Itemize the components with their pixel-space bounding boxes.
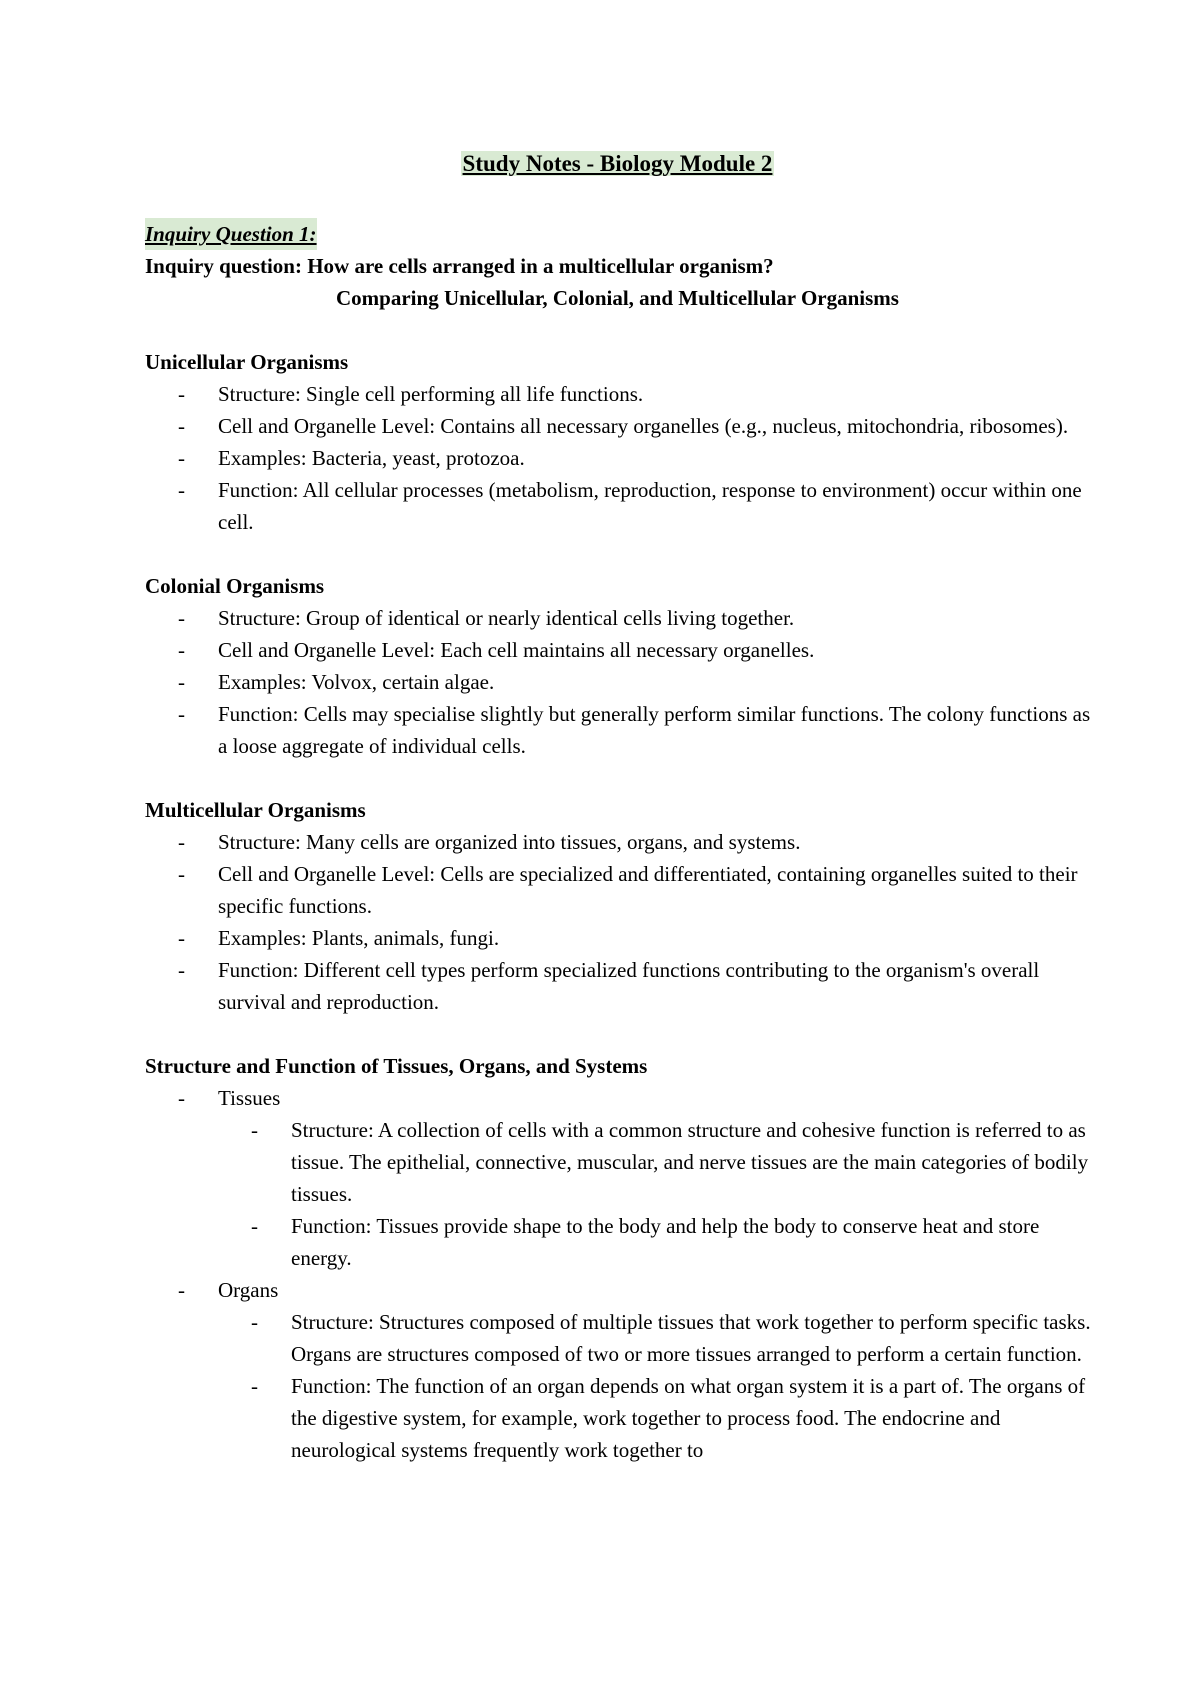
nested-bullet-list [218, 1114, 1100, 1274]
multicellular-section [145, 794, 1100, 1018]
dash-marker: - [178, 382, 185, 406]
dash-marker: - [178, 862, 185, 886]
section-heading: Unicellular Organisms [145, 350, 349, 374]
list-item [178, 698, 1100, 762]
list-item-text: Function: Tissues provide shape to the body and help the body to conserve heat and store energy. [291, 1214, 1040, 1270]
page-title: Study Notes - Biology Module 2 [462, 151, 773, 176]
list-item [178, 922, 1100, 954]
list-item-text: Function: All cellular processes (metabolism, reproduction, response to environment) occur within one cell. [218, 478, 1082, 534]
dash-marker: - [178, 446, 185, 470]
dash-marker: - [178, 702, 185, 726]
list-item-text: Examples: Bacteria, yeast, protozoa. [218, 446, 525, 470]
list-item-text: Structure: Structures composed of multiple tissues that work together to perform specific tasks. Organs are structures composed of two or more tissues arranged to perform a certain function. [291, 1310, 1091, 1366]
inquiry-label: Inquiry Question 1: [145, 218, 317, 250]
dash-marker: - [251, 1214, 258, 1238]
list-item-text: Cell and Organelle Level: Contains all necessary organelles (e.g., nucleus, mitochondria, ribosomes). [218, 414, 1069, 438]
section-heading: Structure and Function of Tissues, Organs, and Systems [145, 1054, 648, 1078]
bullet-list [145, 602, 1100, 762]
list-item [178, 410, 1100, 442]
structure-function-section [145, 1050, 1100, 1466]
list-item-text: Function: The function of an organ depends on what organ system it is a part of. The organs of the digestive system, for example, work together to process food. The endocrine and neurological systems frequently work together to [291, 1374, 1086, 1462]
dash-marker: - [251, 1374, 258, 1398]
list-item-text: Examples: Plants, animals, fungi. [218, 926, 500, 950]
dash-marker: - [251, 1118, 258, 1142]
list-item [251, 1306, 1100, 1370]
dash-marker: - [178, 606, 185, 630]
unicellular-section [145, 346, 1100, 538]
list-item [178, 954, 1100, 1018]
list-item-text: Tissues [218, 1086, 281, 1110]
dash-marker: - [178, 670, 185, 694]
dash-marker: - [178, 478, 185, 502]
title-row [145, 148, 1100, 180]
list-item-text: Cell and Organelle Level: Each cell maintains all necessary organelles. [218, 638, 815, 662]
dash-marker: - [178, 414, 185, 438]
list-item [178, 826, 1100, 858]
dash-marker: - [178, 926, 185, 950]
list-item-text: Examples: Volvox, certain algae. [218, 670, 495, 694]
dash-marker: - [178, 1086, 185, 1110]
bullet-list [145, 1082, 1100, 1466]
dash-marker: - [251, 1310, 258, 1334]
list-item-text: Structure: A collection of cells with a common structure and cohesive function is referred to as tissue. The epithelial, connective, muscular, and nerve tissues are the main categories of bodily tissues. [291, 1118, 1089, 1206]
bullet-list [145, 826, 1100, 1018]
list-item-text: Organs [218, 1278, 279, 1302]
nested-bullet-list [218, 1306, 1100, 1466]
list-item-text: Function: Different cell types perform specialized functions contributing to the organism's overall survival and reproduction. [218, 958, 1040, 1014]
bullet-list [145, 378, 1100, 538]
list-item-text: Structure: Single cell performing all life functions. [218, 382, 644, 406]
dash-marker: - [178, 830, 185, 854]
list-item-tissues [178, 1082, 1100, 1274]
list-item [251, 1370, 1100, 1466]
list-item [178, 602, 1100, 634]
list-item [178, 858, 1100, 922]
list-item [178, 442, 1100, 474]
inquiry-label-row [145, 218, 1100, 250]
list-item [178, 634, 1100, 666]
colonial-section [145, 570, 1100, 762]
dash-marker: - [178, 958, 185, 982]
list-item-text: Structure: Group of identical or nearly identical cells living together. [218, 606, 795, 630]
dash-marker: - [178, 638, 185, 662]
section-heading: Multicellular Organisms [145, 798, 366, 822]
section-heading: Colonial Organisms [145, 574, 325, 598]
list-item-text: Function: Cells may specialise slightly but generally perform similar functions. The colony functions as a loose aggregate of individual cells. [218, 702, 1091, 758]
list-item-organs [178, 1274, 1100, 1466]
inquiry-question: Inquiry question: How are cells arranged in a multicellular organism? [145, 254, 774, 278]
list-item-text: Cell and Organelle Level: Cells are specialized and differentiated, containing organelles suited to their specific functions. [218, 862, 1078, 918]
list-item [251, 1210, 1100, 1274]
section-subtitle: Comparing Unicellular, Colonial, and Multicellular Organisms [336, 286, 899, 310]
list-item-text: Structure: Many cells are organized into tissues, organs, and systems. [218, 830, 801, 854]
list-item [251, 1114, 1100, 1210]
list-item [178, 378, 1100, 410]
list-item [178, 474, 1100, 538]
list-item [178, 666, 1100, 698]
dash-marker: - [178, 1278, 185, 1302]
